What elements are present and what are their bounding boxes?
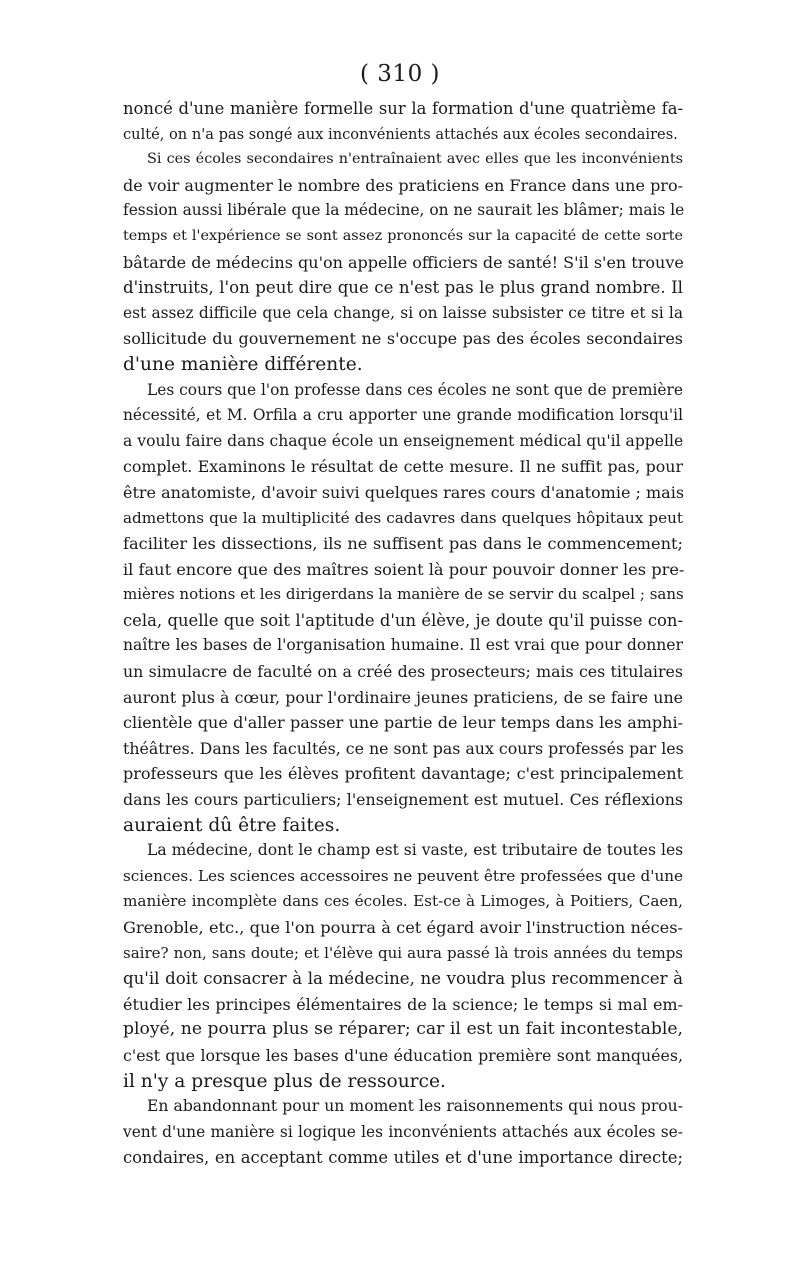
text-line: dans les cours particuliers; l'enseignement est mutuel. Ces réflexions bbox=[123, 790, 683, 810]
text-line: Les cours que l'on professe dans ces écoles ne sont que de première bbox=[147, 380, 683, 399]
paragraph bbox=[123, 96, 683, 147]
paragraph bbox=[123, 838, 683, 1094]
text-line: d'instruits, l'on peut dire que ce n'est pas le plus grand nombre. Il bbox=[123, 278, 683, 298]
text-line: auront plus à cœur, pour l'ordinaire jeunes praticiens, de se faire une bbox=[123, 687, 683, 707]
text-line: nécessité, et M. Orfila a cru apporter une grande modification lorsqu'il bbox=[123, 406, 683, 425]
text-line: sollicitude du gouvernement ne s'occupe pas des écoles secondaires bbox=[123, 329, 683, 349]
text-line: qu'il doit consacrer à la médecine, ne voudra plus recommencer à bbox=[123, 969, 683, 989]
page-number: ( 310 ) bbox=[360, 61, 440, 87]
text-line: noncé d'une manière formelle sur la formation d'une quatrième fa- bbox=[123, 99, 683, 118]
text-line: cela, quelle que soit l'aptitude d'un élève, je doute qu'il puisse con- bbox=[123, 610, 683, 630]
text-line: sciences. Les sciences accessoires ne peuvent être professées que d'une bbox=[123, 866, 683, 885]
text-line: étudier les principes élémentaires de la science; le temps si mal em- bbox=[123, 994, 683, 1014]
text-line: culté, on n'a pas songé aux inconvénients attachés aux écoles secondaires. bbox=[123, 125, 678, 143]
text-line: complet. Examinons le résultat de cette mesure. Il ne suffit pas, pour bbox=[123, 457, 683, 477]
text-line: mières notions et les dirigerdans la manière de se servir du scalpel ; sans bbox=[123, 585, 684, 604]
paragraph bbox=[123, 1094, 683, 1171]
text-line: bâtarde de médecins qu'on appelle officiers de santé! S'il s'en trouve bbox=[123, 252, 684, 272]
text-line: est assez difficile que cela change, si on laisse subsister ce titre et si la bbox=[123, 303, 683, 322]
text-line: ployé, ne pourra plus se réparer; car il est un fait incontestable, bbox=[123, 1019, 683, 1040]
text-line: vent d'une manière si logique les inconvénients attachés aux écoles se- bbox=[123, 1122, 683, 1141]
text-line: un simulacre de faculté on a créé des prosecteurs; mais ces titulaires bbox=[123, 662, 683, 682]
text-line: admettons que la multiplicité des cadavres dans quelques hôpitaux peut bbox=[123, 508, 683, 527]
text-line: saire? non, sans doute; et l'élève qui aura passé là trois années du temps bbox=[123, 943, 683, 962]
text-line: théâtres. Dans les facultés, ce ne sont pas aux cours professés par les bbox=[123, 738, 684, 758]
text-line: La médecine, dont le champ est si vaste, est tributaire de toutes les bbox=[147, 841, 684, 860]
text-line: professeurs que les élèves profitent davantage; c'est principalement bbox=[123, 764, 683, 784]
text-line: naître les bases de l'organisation humaine. Il est vrai que pour donner bbox=[123, 636, 683, 655]
text-line: être anatomiste, d'avoir suivi quelques rares cours d'anatomie ; mais bbox=[123, 482, 685, 502]
text-line: condaires, en acceptant comme utiles et d'une importance directe; bbox=[123, 1148, 683, 1168]
text-line: de voir augmenter le nombre des praticiens en France dans une pro- bbox=[123, 175, 683, 195]
text-line: En abandonnant pour un moment les raisonnements qui nous prou- bbox=[147, 1097, 683, 1116]
text-line: faciliter les dissections, ils ne suffisent pas dans le commencement; bbox=[123, 534, 683, 554]
text-line: a voulu faire dans chaque école un enseignement médical qu'il appelle bbox=[123, 431, 684, 450]
text-line: c'est que lorsque les bases d'une éducation première sont manquées, bbox=[123, 1045, 683, 1065]
text-line: fession aussi libérale que la médecine, on ne saurait les blâmer; mais le bbox=[123, 201, 685, 220]
text-line: d'une manière différente. bbox=[123, 353, 363, 375]
paragraph bbox=[123, 147, 683, 377]
paragraph bbox=[123, 378, 683, 839]
text-line: Si ces écoles secondaires n'entraînaient avec elles que les inconvénients bbox=[147, 151, 683, 168]
text-line: auraient dû être faites. bbox=[123, 814, 341, 836]
text-line: temps et l'expérience se sont assez prononcés sur la capacité de cette sorte bbox=[123, 227, 683, 244]
text-line: manière incomplète dans ces écoles. Est-ce à Limoges, à Poitiers, Caen, bbox=[123, 892, 683, 911]
text-line: il faut encore que des maîtres soient là pour pouvoir donner les pre- bbox=[123, 559, 685, 579]
text-line: il n'y a presque plus de ressource. bbox=[123, 1070, 446, 1092]
text-line: clientèle que d'aller passer une partie de leur temps dans les amphi- bbox=[123, 713, 683, 733]
body-text bbox=[123, 96, 683, 1171]
text-line: Grenoble, etc., que l'on pourra à cet égard avoir l'instruction néces- bbox=[123, 918, 683, 937]
